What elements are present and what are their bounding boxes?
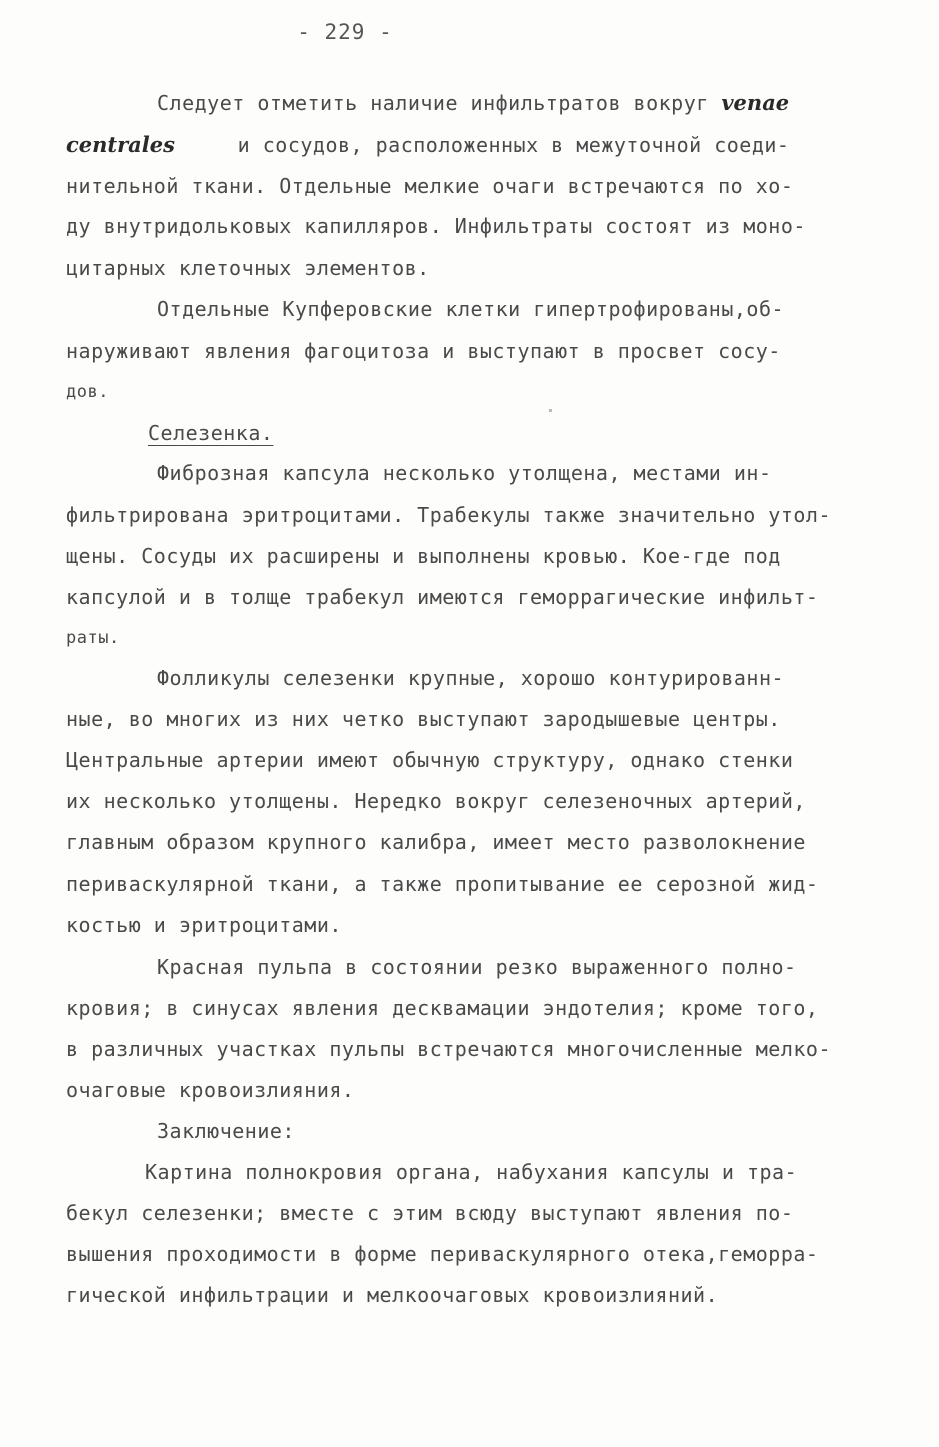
text-line-17: Центральные артерии имеют обычную структуру, однако стенки — [66, 748, 794, 772]
text-line-21: костью и эритроцитами. — [66, 913, 342, 937]
text-line-6: Отдельные Купферовские клетки гипертрофированы,об- — [157, 297, 785, 321]
text-line-30: гической инфильтрации и мелкоочаговых кровоизлияний. — [66, 1283, 719, 1307]
section-heading-conclusion: Заключение: — [157, 1119, 295, 1143]
text-line-18: их несколько утолщены. Нередко вокруг селезеночных артерий, — [66, 789, 806, 813]
text-line-29: вышения проходимости в форме периваскулярного отека,геморра- — [66, 1242, 819, 1266]
text-line-28: бекул селезенки; вместе с этим всюду выступают явления по- — [66, 1201, 794, 1225]
line-text: и сосудов, расположенных в межуточной соеди- — [174, 133, 790, 157]
text-line-3: нительной ткани. Отдельные мелкие очаги встречаются по хо- — [66, 174, 794, 198]
text-line-14: раты. — [66, 628, 120, 648]
section-heading-spleen: Селезенка. — [148, 421, 274, 445]
text-line-10: Фиброзная капсула несколько утолщена, местами ин- — [157, 461, 772, 485]
text-line-22: Красная пульпа в состоянии резко выраженного полно- — [157, 955, 797, 979]
text-line-25: очаговые кровоизлияния. — [66, 1078, 355, 1102]
line-text: Следует отметить наличие инфильтратов вокруг — [157, 91, 722, 115]
text-line-20: периваскулярной ткани, а также пропитывание ее серозной жид- — [66, 872, 819, 896]
text-line-13: капсулой и в толще трабекул имеются геморрагические инфильт- — [66, 585, 819, 609]
latin-term-centrales: centrales — [66, 132, 175, 157]
page-number: - 229 - — [297, 20, 393, 44]
text-line-15: Фолликулы селезенки крупные, хорошо контурированн- — [157, 666, 785, 690]
text-line-5: цитарных клеточных элементов. — [66, 256, 430, 280]
text-line-24: в различных участках пульпы встречаются многочисленные мелко- — [66, 1037, 832, 1061]
text-line-1 — [157, 91, 789, 115]
text-line-12: щены. Сосуды их расширены и выполнены кровью. Кое-где под — [66, 544, 781, 568]
scan-speck — [549, 409, 552, 412]
text-line-4: ду внутридольковых капилляров. Инфильтраты состоят из моно- — [66, 214, 806, 238]
text-line-27: Картина полнокровия органа, набухания капсулы и тра- — [145, 1160, 798, 1184]
text-line-11: фильтрирована эритроцитами. Трабекулы также значительно утол- — [66, 503, 832, 527]
text-line-23: кровия; в синусах явления десквамации эндотелия; кроме того, — [66, 996, 819, 1020]
text-line-19: главным образом крупного калибра, имеет место разволокнение — [66, 830, 806, 854]
latin-term-venae: venae — [721, 90, 790, 115]
text-line-16: ные, во многих из них четко выступают зародышевые центры. — [66, 707, 781, 731]
text-line-8: дов. — [66, 382, 109, 402]
text-line-2 — [66, 133, 789, 157]
text-line-7: наруживают явления фагоцитоза и выступают в просвет сосу- — [66, 339, 781, 363]
